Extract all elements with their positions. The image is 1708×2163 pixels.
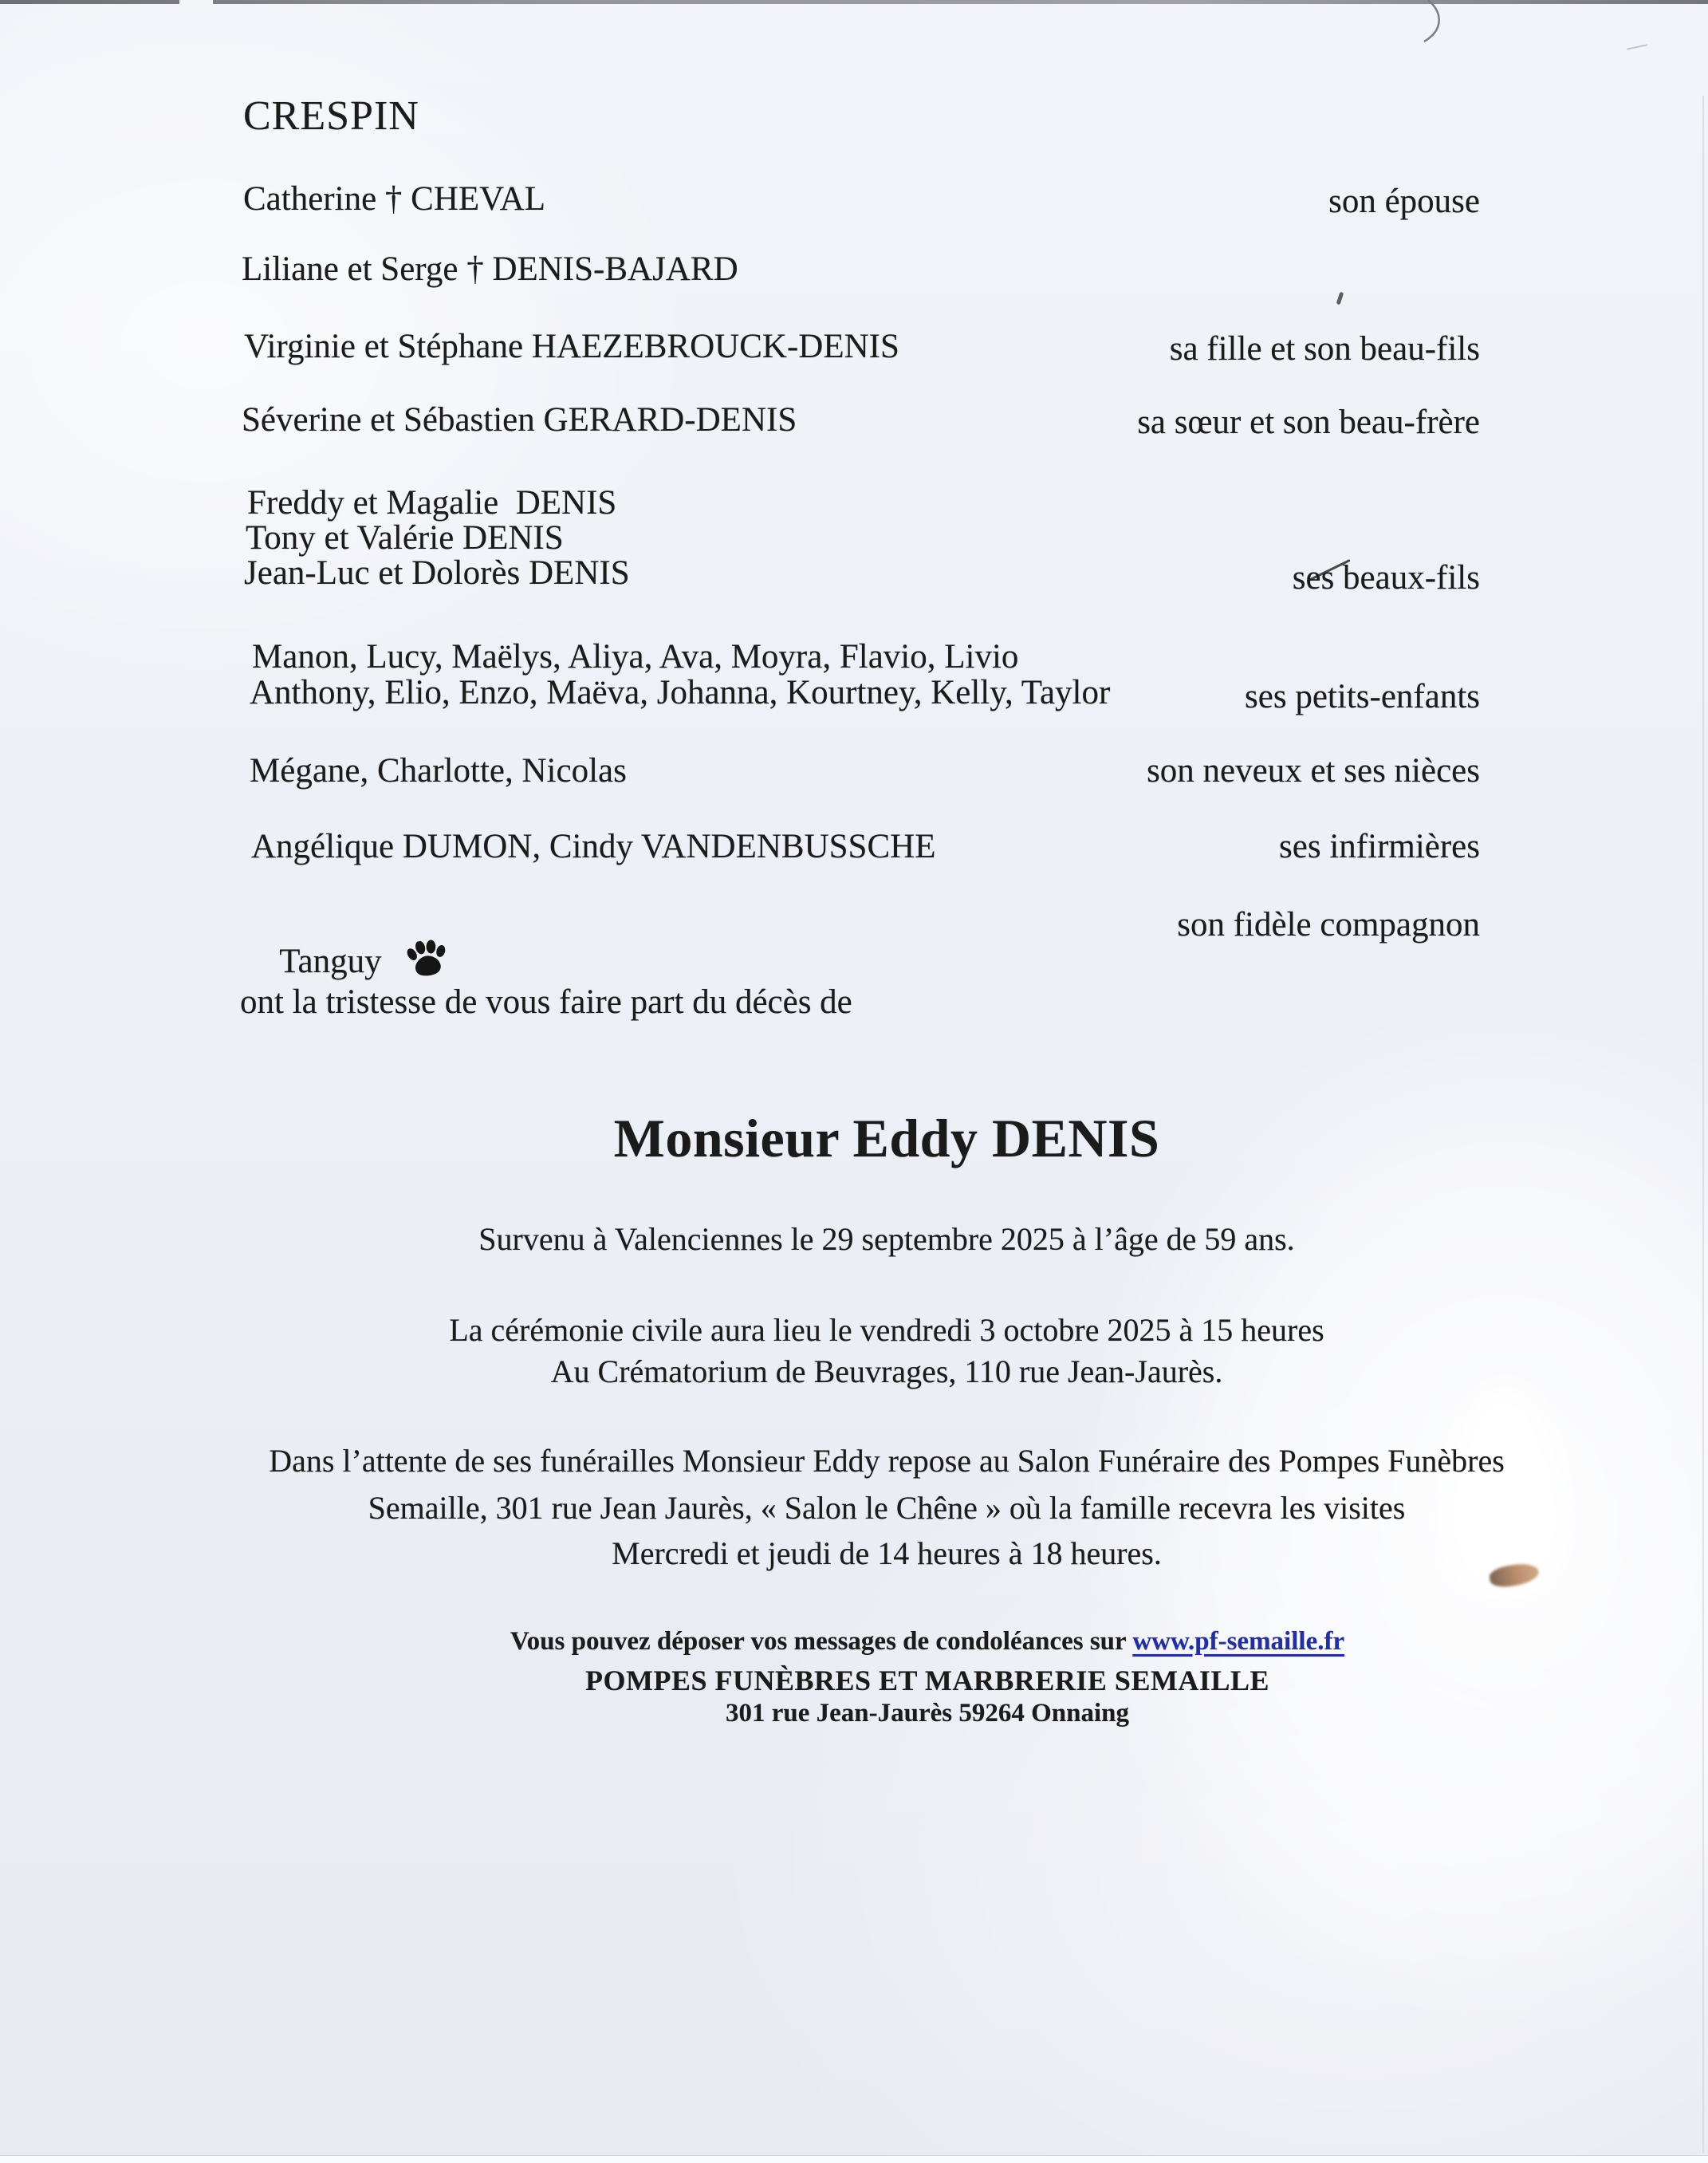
funeral-home-name: POMPES FUNÈBRES ET MARBRERIE SEMAILLE <box>585 1665 1269 1696</box>
visitation-line: Semaille, 301 rue Jean Jaurès, « Salon le Chêne » où la famille recevra les visites <box>368 1490 1406 1526</box>
family-name-row: Liliane et Serge † DENIS-BAJARD <box>242 250 738 288</box>
relation-label: son neveux et ses nièces <box>1147 752 1480 790</box>
relation-label: son fidèle compagnon <box>1177 906 1480 944</box>
family-name-row: Catherine † CHEVAL <box>243 180 545 218</box>
condolences-line <box>147 1627 1708 1657</box>
family-name-row: Manon, Lucy, Maëlys, Aliya, Ava, Moyra, Flavio, Livio <box>252 638 1019 676</box>
family-name-row: Virginie et Stéphane HAEZEBROUCK-DENIS <box>244 328 899 365</box>
family-name-row: Mégane, Charlotte, Nicolas <box>250 752 627 790</box>
death-details-line: Survenu à Valenciennes le 29 septembre 2025 à l’âge de 59 ans. <box>478 1221 1295 1257</box>
city-line: CRESPIN <box>243 93 419 139</box>
relation-label: ses beaux-fils <box>1292 559 1480 597</box>
intro-line: ont la tristesse de vous faire part du décès de <box>240 983 852 1021</box>
scan-speck-artifact <box>1336 292 1344 305</box>
relation-label: ses infirmières <box>1279 828 1480 865</box>
condolences-text: Vous pouvez déposer vos messages de condoléances sur <box>510 1627 1133 1656</box>
relation-label: son épouse <box>1328 183 1480 220</box>
condolences-website-link[interactable]: www.pf-semaille.fr <box>1132 1627 1345 1656</box>
visitation-line: Mercredi et jeudi de 14 heures à 18 heures. <box>612 1535 1162 1571</box>
family-name-row: Tony et Valérie DENIS <box>246 519 564 557</box>
pet-name: Tanguy <box>279 943 382 980</box>
ceremony-line: La cérémonie civile aura lieu le vendredi 3 octobre 2025 à 15 heures <box>449 1312 1324 1348</box>
deceased-name: Monsieur Eddy DENIS <box>613 1108 1160 1168</box>
relation-label: sa fille et son beau-fils <box>1169 330 1480 368</box>
family-name-row: Anthony, Elio, Enzo, Maëva, Johanna, Kourtney, Kelly, Taylor <box>250 674 1111 711</box>
scan-edge-bottom <box>0 2155 1708 2163</box>
paw-print-icon <box>401 937 453 987</box>
relation-label: ses petits-enfants <box>1245 678 1480 715</box>
scan-edge-notch <box>179 0 213 4</box>
family-name-row: Angélique DUMON, Cindy VANDENBUSSCHE <box>251 828 936 865</box>
scan-speck-faint <box>1627 44 1647 49</box>
family-name-row: Freddy et Magalie DENIS <box>247 484 617 522</box>
scan-hair-artifact <box>1418 0 1454 48</box>
visitation-line: Dans l’attente de ses funérailles Monsieur Eddy repose au Salon Funéraire des Pompes Funèbres <box>269 1443 1505 1479</box>
family-name-row: Jean-Luc et Dolorès DENIS <box>244 554 630 592</box>
ceremony-line: Au Crématorium de Beuvrages, 110 rue Jean-Jaurès. <box>550 1353 1223 1389</box>
family-name-row: Séverine et Sébastien GERARD-DENIS <box>242 401 797 439</box>
relation-label: sa sœur et son beau-frère <box>1137 404 1480 441</box>
funeral-home-address: 301 rue Jean-Jaurès 59264 Onnaing <box>725 1699 1130 1728</box>
